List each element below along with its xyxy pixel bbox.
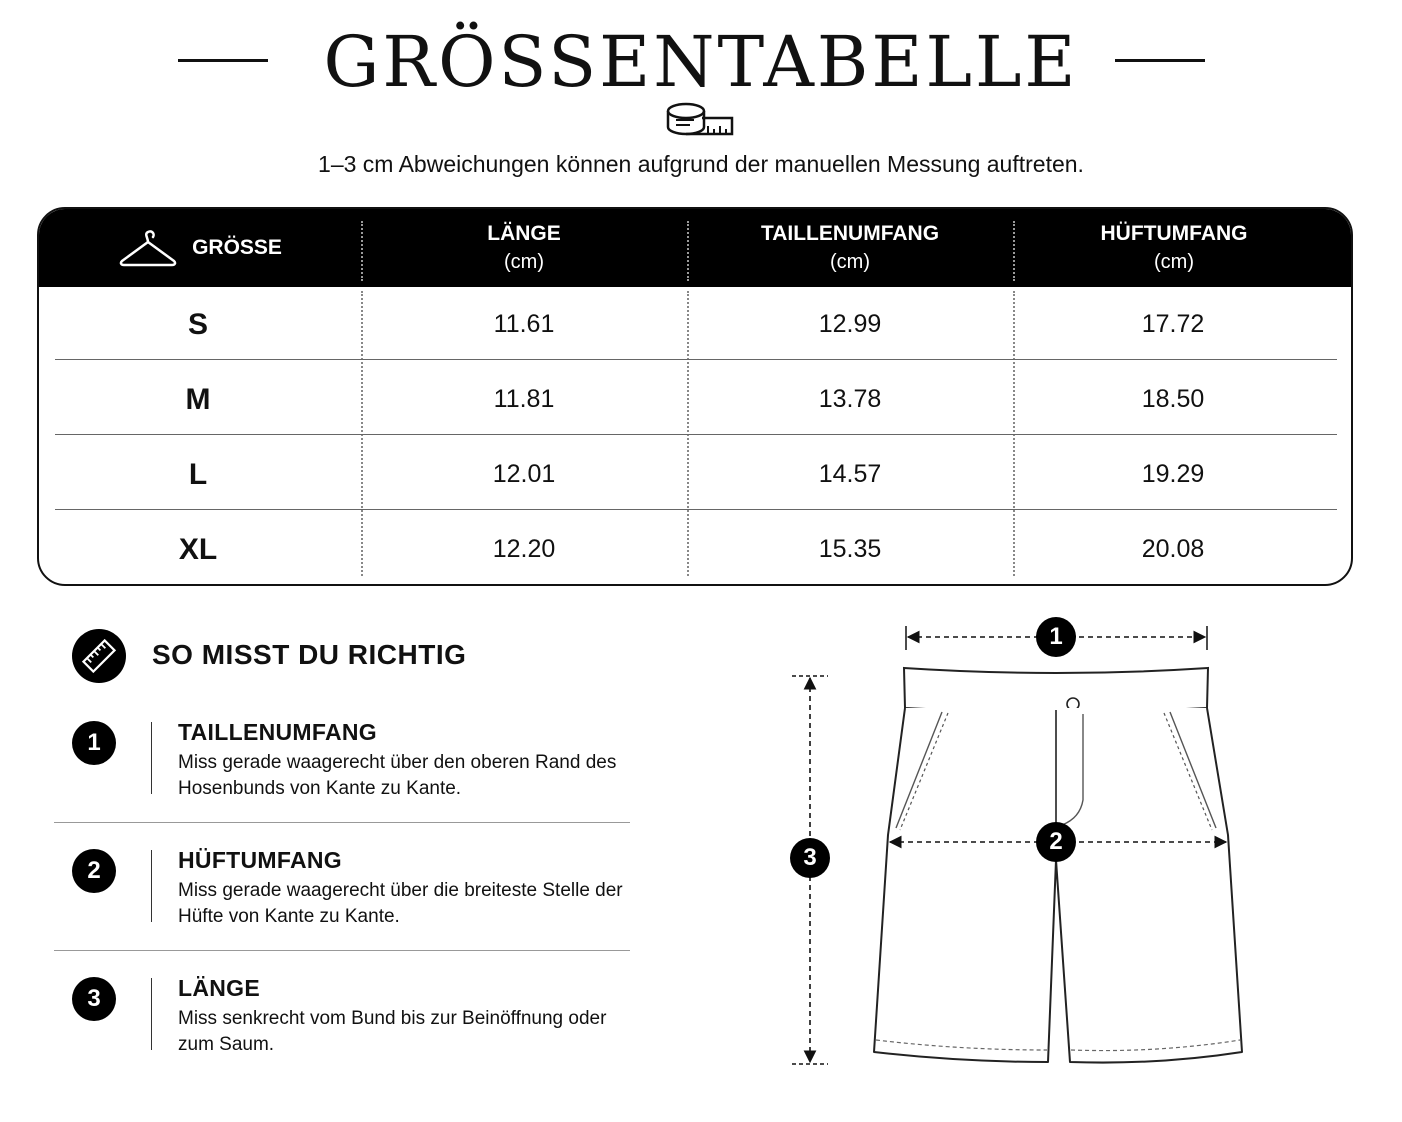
- measuring-tape-icon: [664, 100, 736, 140]
- step-bar: [151, 850, 152, 922]
- header-hip: [1013, 209, 1335, 287]
- header-size: [39, 209, 361, 287]
- cell-size: M: [185, 382, 211, 416]
- step-bar: [151, 722, 152, 794]
- header-divider: [1013, 221, 1015, 281]
- header-waist-unit: (cm): [830, 251, 870, 273]
- page-title: GRÖSSENTABELLE: [323, 21, 1079, 103]
- step-title: TAILLENUMFANG: [178, 719, 377, 745]
- measurement-note: 1–3 cm Abweichungen können aufgrund der manuellen Messung auftreten.: [318, 151, 1084, 177]
- table-row: [39, 362, 1351, 437]
- step-title: HÜFTUMFANG: [178, 847, 342, 873]
- table-row: [39, 437, 1351, 512]
- step-bar: [151, 978, 152, 1050]
- ruler-icon: [72, 629, 126, 683]
- cell-length: 12.01: [492, 460, 556, 488]
- header-divider: [687, 221, 689, 281]
- cell-length: 11.81: [493, 385, 555, 413]
- cell-hip: 20.08: [1141, 535, 1205, 563]
- shorts-diagram: [770, 610, 1270, 1090]
- hanger-icon: [118, 228, 178, 268]
- header-divider: [361, 221, 363, 281]
- step-description: Miss senkrecht vom Bund bis zur Beinöffnung oder zum Saum.: [178, 1008, 607, 1055]
- cell-hip: 18.50: [1141, 385, 1205, 413]
- step-divider: [54, 950, 630, 951]
- step-description: Miss gerade waagerecht über den oberen Rand des Hosenbunds von Kante zu Kante.: [178, 752, 617, 799]
- cell-size: S: [187, 307, 208, 341]
- header-size-label: GRÖSSE: [192, 236, 282, 259]
- cell-length: 12.20: [492, 535, 556, 563]
- step-divider: [54, 822, 630, 823]
- marker-hip: 2: [1036, 822, 1076, 862]
- header-length-label: LÄNGE: [487, 222, 561, 245]
- how-to-measure-title: SO MISST DU RICHTIG: [152, 639, 467, 670]
- table-row: [39, 512, 1351, 586]
- header-waist-label: TAILLENUMFANG: [760, 222, 940, 245]
- header-hip-label: HÜFTUMFANG: [1100, 222, 1248, 245]
- step-description: Miss gerade waagerecht über die breiteste Stelle der Hüfte von Kante zu Kante.: [178, 880, 623, 927]
- cell-hip: 17.72: [1141, 310, 1205, 338]
- table-header: [39, 209, 1351, 287]
- step-number: 1: [72, 721, 116, 765]
- header-length-unit: (cm): [504, 251, 544, 273]
- cell-waist: 14.57: [818, 460, 882, 488]
- row-divider: [55, 359, 1337, 360]
- header-hip-unit: (cm): [1154, 251, 1194, 273]
- step-number: 2: [72, 849, 116, 893]
- row-divider: [55, 434, 1337, 435]
- cell-size: XL: [178, 532, 218, 566]
- row-divider: [55, 509, 1337, 510]
- cell-waist: 13.78: [818, 385, 882, 413]
- cell-waist: 15.35: [818, 535, 882, 563]
- table-row: [39, 287, 1351, 362]
- cell-size: L: [188, 457, 208, 491]
- shorts-illustration: [770, 610, 1270, 1090]
- size-table: [37, 207, 1353, 586]
- cell-length: 11.61: [493, 310, 555, 338]
- cell-hip: 19.29: [1141, 460, 1205, 488]
- marker-waist: 1: [1036, 617, 1076, 657]
- step-number: 3: [72, 977, 116, 1021]
- header-waist: [687, 209, 1013, 287]
- step-title: LÄNGE: [178, 975, 260, 1001]
- marker-length: 3: [790, 838, 830, 878]
- cell-waist: 12.99: [818, 310, 882, 338]
- header-length: [361, 209, 687, 287]
